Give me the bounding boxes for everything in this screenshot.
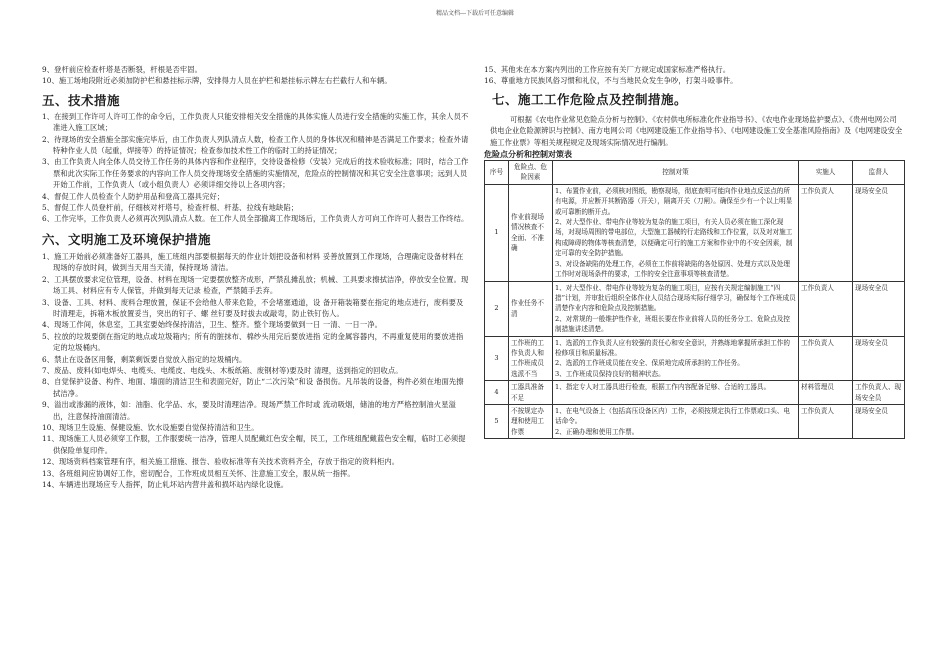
measure-item: 1、选派的工作负责人应有较强的责任心和安全意识，并熟练地掌握所承担工作的检修项目和质量标准。	[555, 338, 790, 357]
table-row	[485, 336, 905, 381]
column-header-executor: 实施人	[799, 161, 853, 185]
table-row	[485, 184, 905, 281]
list-item: 2、工具摆放要求定位管理，设备、材料在现场一定要摆放整齐成形，严禁乱摊乱放；机械、工具要求擦拭洁净，停放安全位置。现场工具、材料应有专人保管，并做到每天记录 检查，严禁随手丢弃。	[42, 274, 469, 296]
row-number: 5	[485, 404, 509, 438]
column-header-no: 序号	[485, 161, 509, 185]
list-item: 2、待现场的安全措施全部实施完毕后，由工作负责人列队清点人数，检查工作人员的身体状况和精神是否满足工作要求；检查外请特种作业人员（起重，焊接等）的持证情况；检查参加技术性工作的临时工的持证情况；	[42, 134, 469, 156]
executor: 工作负责人	[799, 336, 853, 381]
left-column	[42, 64, 470, 490]
column-header-supervisor: 监督人	[853, 161, 905, 185]
control-measures	[553, 404, 799, 438]
measure-item: 3、对设备缺陷的处理工作，必须在工作前将缺陷的各处原因、处理方式以及处理工作时对现场条件的要求，工作的安全注意事项等核查清楚。	[555, 259, 790, 279]
control-measures	[553, 281, 799, 336]
list-item: 11、现场施工人员必须穿工作服，工作服要统一洁净，管理人员配戴红色安全帽，民工，工作班组配戴蓝色安全帽，临时工必须提供保险单复印件。	[42, 434, 466, 455]
list-item: 6、禁止在设备区用餐，剩菜剩饭要自觉放入指定的垃圾桶内。	[42, 354, 247, 364]
list-item: 10、现场卫生设施、保健设施、饮水设施要自觉保持清洁和卫生。	[42, 422, 259, 432]
measure-item: 1、对大型作业、带电作业等较为复杂的施工项目，应按有关规定编制施工“四措”计划，并审批后组织全体作业人员结合现场实际仔细学习，确保每个工作班成员清楚作业内容和危险点及控制措施。	[555, 283, 796, 313]
list-item: 3、设备、工具、材料、废料合理放置，保证不会给他人带来危险，不会堵塞通道，设 备开箱装箱要在指定的地点进行，废料要及时清理走，拆箱木板放置妥当，突出的钉子、螺 丝钉要及时拔去或敲弯，防止铁钉伤人。	[42, 297, 464, 318]
table-title: 危险点分析和控制对策表	[484, 150, 572, 160]
executor: 工作负责人	[799, 184, 853, 281]
measure-item: 2、对大型作业、带电作业等较为复杂的施工项目，有关人员必须在施工深化现场，对现场周围的带电部位，大型施工器械的行走路线和工作位置，以及对对施工构成障碍的物体等核查清楚，以便确定可行的施工方案和作业中的不安全因素，制定可靠的安全防护措施。	[555, 218, 793, 258]
table-row	[485, 404, 905, 438]
right-column	[484, 64, 904, 439]
measure-item: 3、工作班成员保持良好的精神状态。	[555, 369, 665, 378]
supervisor: 现场安全员	[853, 184, 905, 281]
column-header-measures: 控制对策	[553, 161, 799, 185]
list-item: 6、工作完毕，工作负责人必须再次列队清点人数。在工作人员全部撤离工作现场后，工作负责人方可向工作许可人报告工作终结。	[42, 214, 469, 224]
section-heading-civilized: 六、文明施工及环境保护措施	[42, 231, 212, 247]
list-item: 1、在接到工作许可人许可工作的命令后，工作负责人只能安排相关安全措施的具体实施人员进行安全措施的实施工作，其余人员不准进入施工区域；	[42, 111, 469, 133]
measure-item: 2、选派的工作班成员能在安全、保质地完成所承担的工作任务。	[555, 359, 744, 368]
list-item: 5、督促工作人员登杆前，仔细核对杆塔号，检查杆根、杆基、拉线有地缺陷；	[42, 203, 299, 213]
risk-factor: 作业前现场情况核查不全面、不准确	[509, 184, 553, 281]
table-row	[485, 281, 905, 336]
supervisor: 工作负责人、现场安全员	[853, 381, 905, 405]
list-item: 16、尊重地方民族风俗习惯和礼仪，不与当地民众发生争吵，打架斗殴事件。	[484, 76, 738, 86]
measure-item: 1、指定专人对工器具进行检查，根据工作内容配备足够、合适的工器具。	[555, 383, 771, 392]
executor: 工作负责人	[799, 404, 853, 438]
supervisor: 现场安全员	[853, 336, 905, 381]
measure-item: 1、布置作业前，必须核对图纸，勘察现场，彻底查明可能向作业地点反送点的所有电源，并应断开其断路器（开关），隔离开关（刀闸）。确保至少有一个以上明显或可靠断的断开点。	[555, 186, 793, 216]
list-item: 9、溢出或渗漏的液体，如：油脂、化学品、水，要及时清理洁净。现场严禁工作时或 流动吸烟，储油的地方严格控制油火星溢出，注意保持油面清洁。	[42, 400, 456, 421]
list-item: 3、由工作负责人向全体人员交待工作任务的具体内容和作业程序，交待设备检修（安装）完成后的技术验收标准；同时，结合工作票和此次实际工作任务要求的内容向工作人员交待现场安全措施的实施情况，危险点的控制情况和其它安全注意事项；远到人员开始工作前，工作负责人（或小组负责人）必须详细交待以上各项内容；	[42, 157, 469, 190]
row-number: 2	[485, 281, 509, 336]
executor: 材料管理员	[799, 381, 853, 405]
section-heading-technical: 五、技术措施	[42, 92, 121, 108]
list-item: 15、其他未在本方案内列出的工作应按有关厂方规定或国家标准严格执行。	[484, 65, 731, 74]
section-heading-risk-control: 七、施工工作危险点及控制措施。	[492, 91, 688, 107]
measure-item: 2、正确办理和使用工作票。	[555, 427, 639, 436]
list-item: 12、现场资料档案管理有序，相关施工措施、报告、验收标准等有关技术资料齐全，存放于指定的资料柜内。	[42, 457, 400, 467]
section-intro: 可根据《农电作业常见危险点分析与控制》、《农村供电所标准化作业指导书》、《农电作业现场监护要点》、《贵州电网公司供电企业危险源辨识与控制》、南方电网公司《电网建设施工作业指导书》、《电网建设施工安全基准风险指南》及《电网建设安全施工作业票》等相关规程规定及现场实际情况进行编制。	[490, 114, 903, 147]
executor: 工作负责人	[799, 281, 853, 336]
list-item: 8、自觉保护设备、构件、地面、墙面的清洁卫生和表面完好，防止“二次污染”和设 备损伤。凡吊装的设备，构件必须在地面先擦拭洁净。	[42, 377, 464, 398]
list-item: 5、拉放的垃圾要倒在指定的地点或垃圾箱内；所有的脏抹布、棉纱头用完后要放进指 定的金属容器内，不再重复使用的要放进指定的垃圾桶内。	[42, 331, 464, 353]
supervisor: 现场安全员	[853, 281, 905, 336]
risk-factor: 不按规定办理和使用工作票	[509, 404, 553, 438]
row-number: 4	[485, 381, 509, 405]
control-measures	[553, 381, 799, 405]
list-item: 4、现场工作间，休息室，工具室要始终保持清洁，卫生、整齐。整个现场要做到一日 一清、一日一净。	[42, 320, 383, 330]
risk-control-table	[484, 160, 905, 439]
page-header: 精品文档---下载后可任意编辑	[435, 10, 515, 17]
list-item: 13、各班组间应协调好工作，密切配合，工作班成员相互关怀、注意施工安全，服从统一指挥。	[42, 468, 355, 478]
list-item: 7、废品、废料(如电焊头、电缆头、电缆皮、电线头、木板纸箱、废钢材等)要及时 清理，送到指定的回收点。	[42, 365, 403, 375]
list-item: 4、督促工作人员检查个人防护用品和登高工器具完好；	[42, 191, 225, 201]
measure-item: 2、对常规的一般维护性作业，班组长要在作业前将人员的任务分工、危险点及控制措施讲述清楚。	[555, 314, 790, 334]
risk-factor: 工作班的工作负责人和工作班成员选派不当	[509, 336, 553, 381]
control-measures	[553, 184, 799, 281]
list-item: 1、施工开始前必须准备好工器具，施工班组内部要根据每天的作业计划把设备和材料 妥善放置到工作现场，合理确定设备材料在现场的存放时间，做到当天用当天清，保持现场 清洁。	[42, 251, 464, 273]
table-row	[485, 381, 905, 405]
list-item: 14、车辆进出现场应专人指挥，防止轧坏站内营井盖和损坏站内绿化设施。	[42, 480, 289, 489]
column-header-risk: 危险点、危险因素	[509, 161, 553, 185]
risk-factor: 工器具准备不足	[509, 381, 553, 405]
row-number: 3	[485, 336, 509, 381]
list-item: 9、登杆前应检查杆塔是否断裂，杆根是否牢固。	[42, 65, 203, 74]
measure-item: 1、在电气设备上（包括高压设备区内）工作，必须按规定执行工作票或口头、电话命令。	[555, 406, 790, 426]
list-item: 10、施工场地段附近必须加防护栏和悬挂标示牌，安排得力人员在护栏和悬挂标示牌左右拦截行人和车辆。	[42, 76, 392, 86]
control-measures	[553, 336, 799, 381]
risk-factor: 作业任务不清	[509, 281, 553, 336]
table-header-row	[485, 161, 905, 185]
row-number: 1	[485, 184, 509, 281]
supervisor: 现场安全员	[853, 404, 905, 438]
